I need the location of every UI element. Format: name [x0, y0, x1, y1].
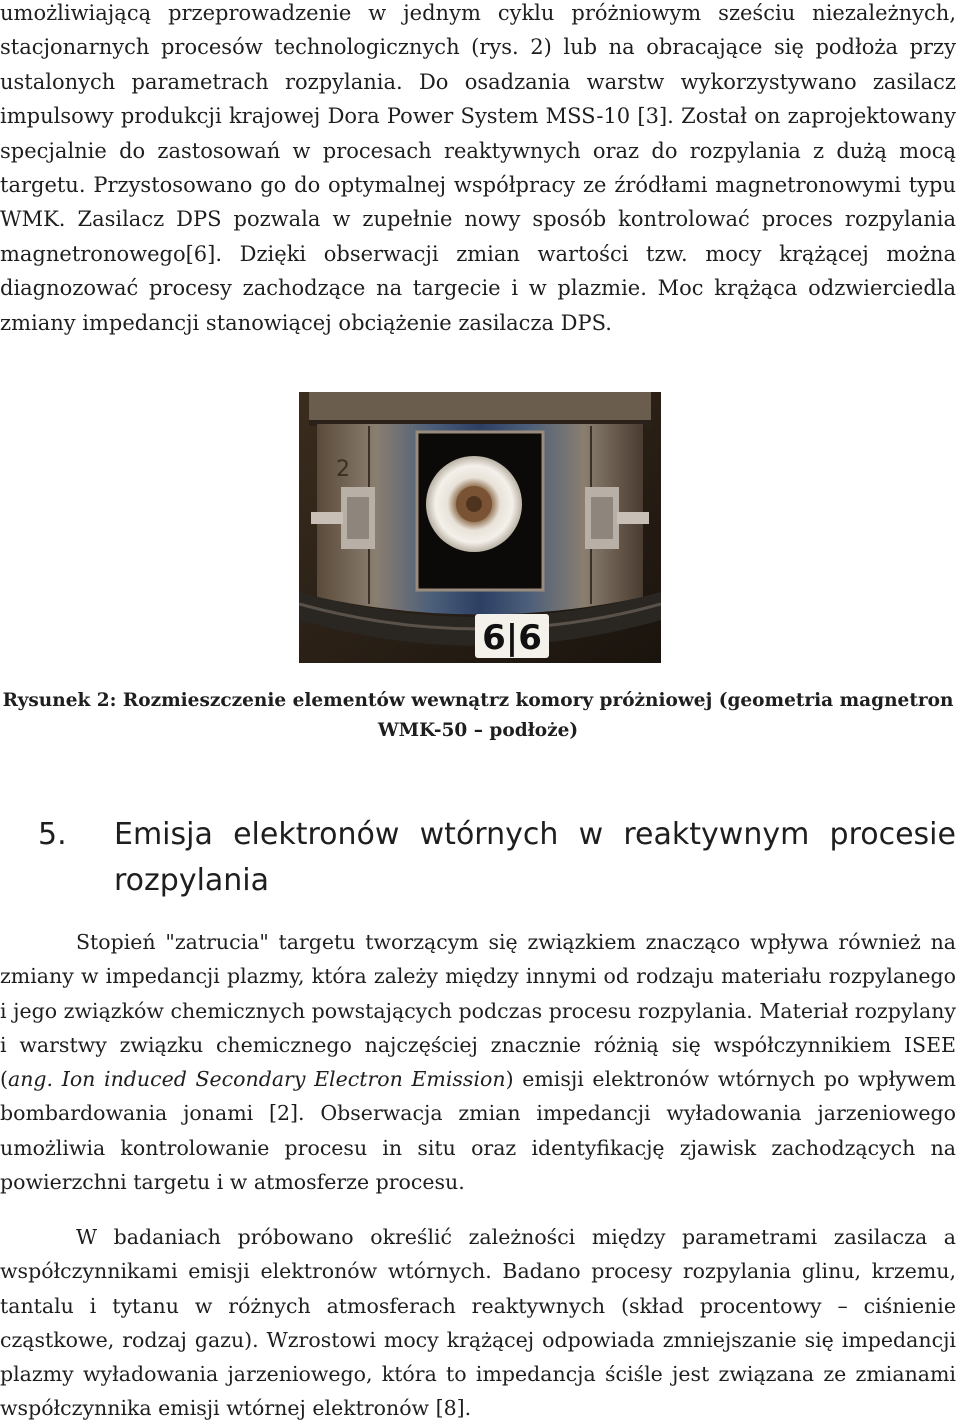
paragraph-equipment: umożliwiającą przeprowadzenie w jednym cyklu próżniowym sześciu niezależnych, stacjonarnych procesów technologicznych (rys. 2) lub na obracające się podłoża przy ustalonych parametrach rozpylania. Do osadzania warstw wykorzystywano zasilacz impulsowy produkcji krajowej Dora Power System MSS-10 [3]. Został on zaprojektowany specjalnie do zastosowań w procesach reaktywnych oraz do rozpylania z dużą mocą targetu. Przystosowano go do optymalnej współpracy ze źródłami magnetronowymi typu WMK. Zasilacz DPS pozwala w zupełnie nowy sposób kontrolować proces rozpylania magnetronowego[6]. Dzięki obserwacji zmian wartości tzw. mocy krążącej można diagnozować procesy zachodzące na targecie i w plazmie. Moc krążąca odzwierciedla zmiany impedancji stanowiącej obciążenie zasilacza DPS.: [0, 1, 956, 335]
chamber-photo-illustration: [299, 392, 661, 663]
figure-vacuum-chamber-photo: [299, 392, 661, 663]
paragraph-research: W badaniach próbowano określić zależności między parametrami zasilacza a współczynnikami emisji elektronów wtórnych. Badano procesy rozpylania glinu, krzemu, tantalu i tytanu w różnych atmosferach reaktywnych (skład procentowy – ciśnienie cząstkowe, rodzaj gazu). Wzrostowi mocy krążącej odpowiada zmniejszanie się impedancji plazmy wyładowania jarzeniowego, która to impedancja ściśle jest związana ze zmianami współczynnika emisji wtórnej elektronów [8].: [0, 1225, 956, 1421]
section-title-line-2: rozpylania: [114, 863, 270, 898]
paragraph-text: ) emisji elektronów wtórnych po wpływem bombardowania jonami [2]. Obserwacja zmian impedancji wyładowania jarzeniowego umożliwia kontrolowanie procesu in situ oraz identyfikację zjawisk zachodzących na powierzchni targetu i w atmosferze procesu.: [0, 1067, 956, 1195]
caption-line-1: Rysunek 2: Rozmieszczenie elementów wewnątrz komory próżniowej (geometria magnetron: [2, 690, 954, 711]
plate-label: 6|6: [482, 618, 542, 658]
title-word: elektronów: [233, 817, 400, 852]
title-word: Emisja: [114, 817, 213, 852]
figure-caption: [0, 686, 956, 746]
side-label: 2: [336, 457, 350, 482]
section-title-line-1: [114, 812, 956, 858]
title-word: wtórnych: [419, 817, 559, 852]
title-word: w: [578, 817, 604, 852]
paragraph-text: Stopień "zatrucia" targetu tworzącym się związkiem znacząco wpływa również na zmiany w impedancji plazmy, która zależy między innymi od rodzaju materiału rozpylanego i jego związków chemicznych powstających podczas procesu rozpylania. Materiał rozpylany i warstwy związku chemicznego najczęściej znacznie różnią się współczynnikiem ISEE (: [0, 930, 956, 1092]
section-number: 5.: [38, 817, 67, 852]
paragraph-target-poisoning: [0, 925, 956, 1199]
section-heading: [38, 812, 956, 904]
caption-line-2: WMK-50 – podłoże): [377, 720, 579, 741]
paragraph-italic-term: ang. Ion induced Secondary Electron Emission: [8, 1067, 506, 1092]
title-word: procesie: [829, 817, 956, 852]
title-word: reaktywnym: [623, 817, 810, 852]
